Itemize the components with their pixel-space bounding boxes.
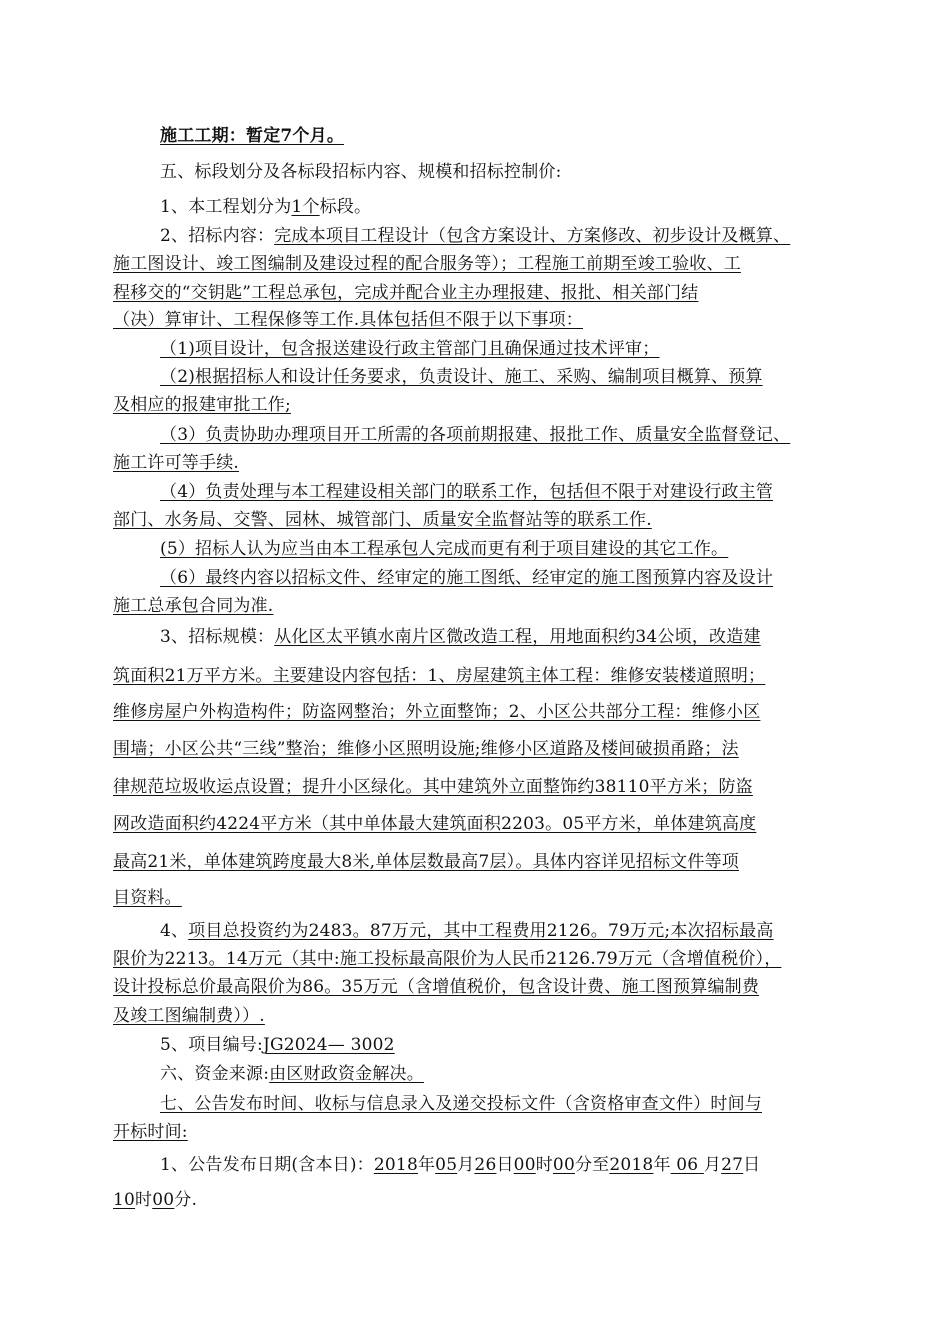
year-label-2: 年 [653, 1155, 671, 1175]
start-minute: 00 [552, 1155, 575, 1175]
end-year: 2018 [609, 1155, 654, 1175]
section7-line-1: 七、公告发布时间、收标与信息录入及递交投标文件（含资格审查文件）时间与 [160, 1094, 762, 1114]
item1-suffix: 标段。 [319, 197, 372, 217]
item3-line-6: 网改造面积约4224平方米（其中单体最大建筑面积2203。05平方米，单体建筑高度 [113, 814, 757, 834]
item1-count: 1个 [291, 197, 320, 217]
project-number: JG2024— 3002 [262, 1035, 395, 1055]
end-month: 06 [670, 1155, 704, 1175]
end-hour: 10 [113, 1190, 136, 1210]
item3-prefix: 3、招标规模： [160, 627, 275, 647]
item1-line [160, 196, 371, 218]
item3-line-4: 围墙；小区公共“三线”整治；维修小区照明设施;维修小区道路及楼间破损甬路；法 [113, 739, 739, 759]
item3-line-1 [160, 626, 761, 648]
subitem-3-line-1: （3）负责协助办理项目开工所需的各项前期报建、报批工作、质量安全监督登记、 [160, 425, 791, 445]
section6-line [160, 1063, 424, 1085]
hour-label-2: 时 [135, 1190, 153, 1210]
start-month: 05 [435, 1155, 458, 1175]
announce-line-1 [160, 1154, 760, 1176]
item2-line-3: 程移交的“交钥匙”工程总承包，完成并配合业主办理报建、报批、相关部门结 [113, 283, 699, 303]
subitem-6-line-2: 施工总承包合同为准. [113, 596, 274, 616]
item2-line-2: 施工图设计、竣工图编制及建设过程的配合服务等）；工程施工前期至竣工验收、工 [113, 254, 741, 274]
start-day: 26 [474, 1155, 497, 1175]
item5-prefix: 5、项目编号: [160, 1035, 263, 1055]
funding-source: 由区财政资金解决。 [269, 1064, 424, 1084]
section6-prefix: 六、资金来源: [160, 1064, 270, 1084]
subitem-3-line-2: 施工许可等手续. [113, 453, 240, 473]
item3-line-7: 最高21米，单体建筑跨度最大8米,单体层数最高7层）。具体内容详见招标文件等项 [113, 852, 739, 872]
subitem-2-line-2: 及相应的报建审批工作; [113, 395, 291, 415]
announce-line-2 [113, 1189, 197, 1211]
minute-to-label: 分至 [574, 1155, 610, 1175]
item3-line-8: 目资料。 [113, 888, 182, 908]
item3-line-3: 维修房屋户外构造构件；防盗网整治；外立面整饰；2、小区公共部分工程：维修小区 [113, 702, 761, 722]
item2-line-4: （决）算审计、工程保修等工作.具体包括但不限于以下事项： [113, 310, 584, 330]
item3-line-5: 律规范垃圾收运点设置；提升小区绿化。其中建筑外立面整饰约38110平方米；防盗 [113, 777, 753, 797]
announce-prefix: 1、公告发布日期(含本日)： [160, 1155, 374, 1175]
end-day: 27 [721, 1155, 744, 1175]
item3-text-1: 从化区太平镇水南片区微改造工程，用地面积约34公顷，改造建 [274, 627, 761, 647]
minute-end-label: 分. [174, 1190, 198, 1210]
item4-line-1 [160, 920, 774, 942]
item4-line-2: 限价为2213。14万元（其中:施工投标最高限价为人民币2126.79万元（含增值税价）， [113, 949, 782, 969]
subitem-5: (5）招标人认为应当由本工程承包人完成而更有利于项目建设的其它工作。 [160, 539, 729, 559]
subitem-4-line-1: （4）负责处理与本工程建设相关部门的联系工作，包括但不限于对建设行政主管 [160, 482, 774, 502]
construction-duration: 施工工期：暂定7个月。 [160, 126, 345, 146]
start-year: 2018 [373, 1155, 418, 1175]
item4-prefix: 4、 [160, 921, 189, 941]
hour-label: 时 [535, 1155, 553, 1175]
month-label: 月 [457, 1155, 475, 1175]
month-label-2: 月 [703, 1155, 722, 1175]
item2-line-1 [160, 225, 790, 247]
end-minute: 00 [152, 1190, 175, 1210]
item2-prefix: 2、招标内容： [160, 226, 275, 246]
item1-prefix: 1、本工程划分为 [160, 197, 292, 217]
year-label: 年 [417, 1155, 436, 1175]
item5-line [160, 1034, 395, 1056]
subitem-4-line-2: 部门、水务局、交警、园林、城管部门、质量安全监督站等的联系工作. [113, 510, 652, 530]
section7-line-2: 开标时间: [113, 1122, 188, 1142]
start-hour: 00 [513, 1155, 536, 1175]
subitem-6-line-1: （6）最终内容以招标文件、经审定的施工图纸、经审定的施工图预算内容及设计 [160, 568, 774, 588]
day-label: 日 [496, 1155, 514, 1175]
section5-heading: 五、标段划分及各标段招标内容、规模和招标控制价: [160, 162, 562, 182]
item3-line-2: 筑面积21万平方米。主要建设内容包括：1、房屋建筑主体工程：维修安装楼道照明； [113, 666, 766, 686]
item4-line-4: 及竣工图编制费））. [113, 1006, 265, 1026]
item4-line-3: 设计投标总价最高限价为86。35万元（含增值税价，包含设计费、施工图预算编制费 [113, 977, 760, 997]
subitem-1: （1)项目设计，包含报送建设行政主管部门且确保通过技术评审； [160, 339, 660, 359]
day-label-2: 日 [743, 1155, 761, 1175]
item4-text-1: 项目总投资约为2483。87万元，其中工程费用2126。79万元;本次招标最高 [188, 921, 774, 941]
item2-text-1: 完成本项目工程设计（包含方案设计、方案修改、初步设计及概算、 [274, 226, 791, 246]
subitem-2-line-1: （2)根据招标人和设计任务要求，负责设计、施工、采购、编制项目概算、预算 [160, 367, 763, 387]
